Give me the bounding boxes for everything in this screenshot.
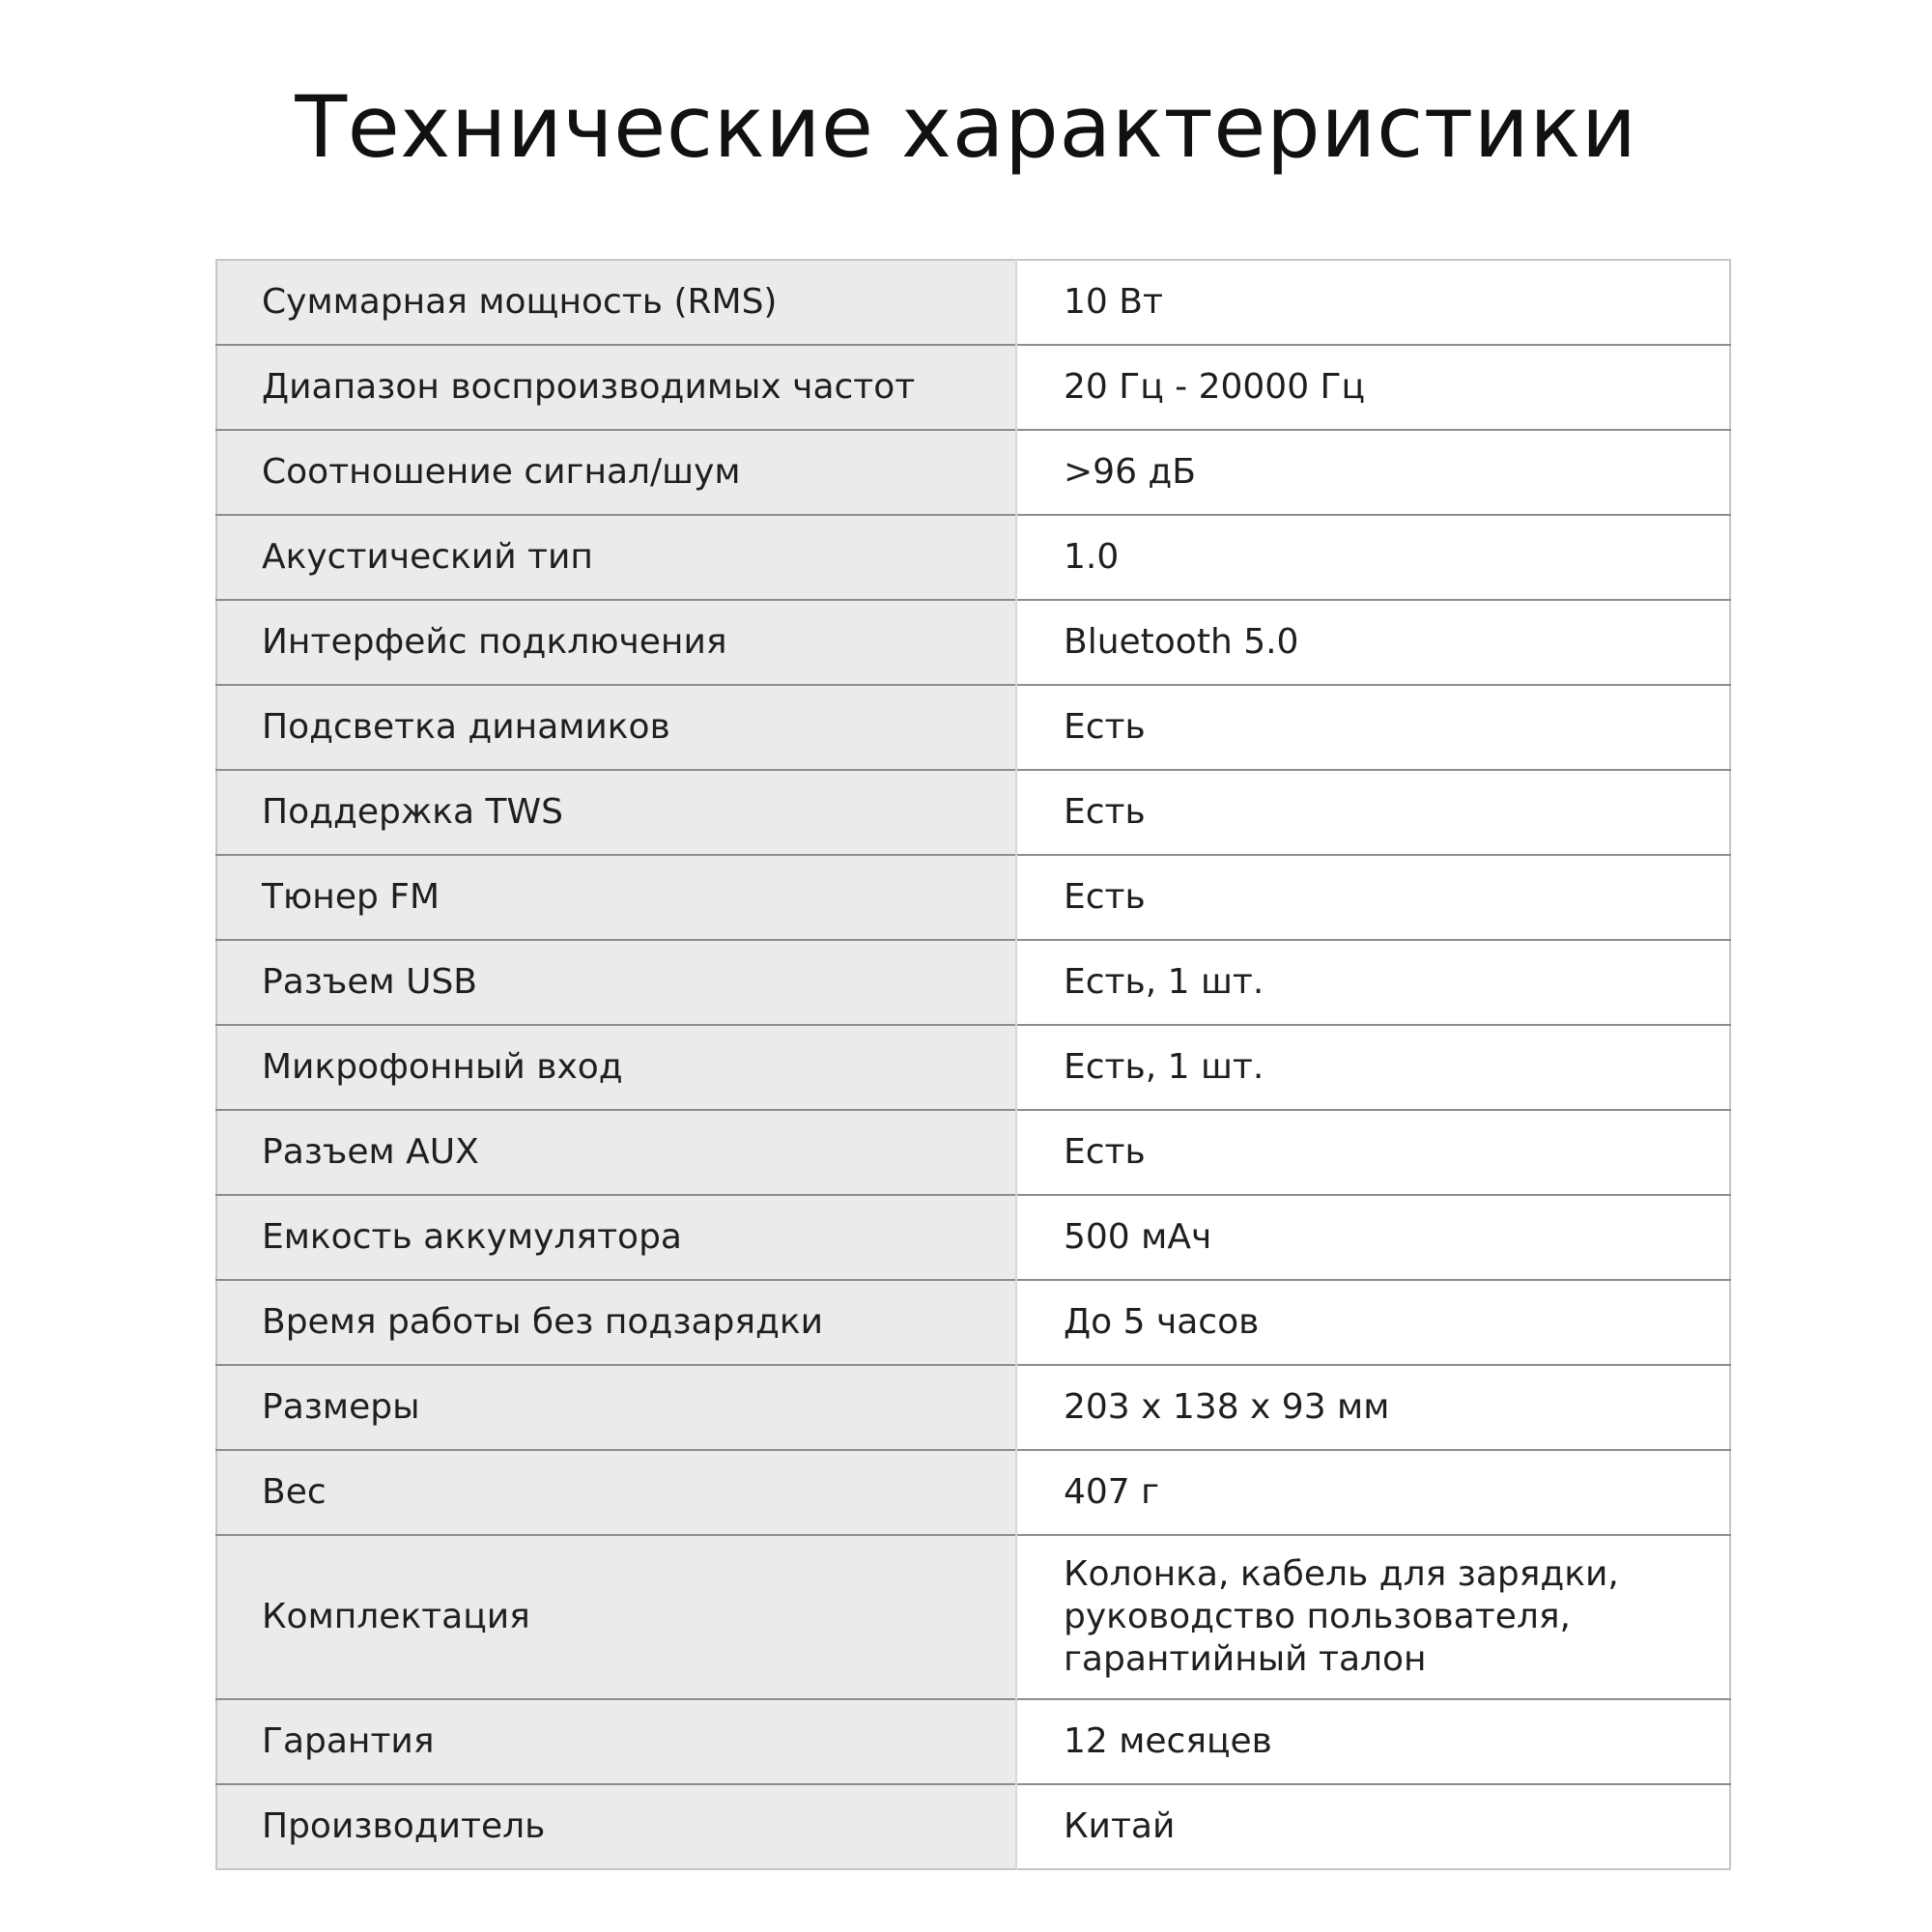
spec-value-line: руководство пользователя,	[1064, 1597, 1571, 1636]
spec-label: Размеры	[216, 1365, 1016, 1450]
spec-row-battery	[216, 1195, 1730, 1280]
spec-row-manufacturer	[216, 1784, 1730, 1869]
spec-value: Есть	[1016, 770, 1730, 855]
spec-value: Есть, 1 шт.	[1016, 940, 1730, 1025]
spec-label: Время работы без подзарядки	[216, 1280, 1016, 1365]
spec-row-backlight	[216, 685, 1730, 770]
spec-row-warranty	[216, 1699, 1730, 1784]
spec-value: Китай	[1016, 1784, 1730, 1869]
spec-label: Микрофонный вход	[216, 1025, 1016, 1110]
spec-label: Диапазон воспроизводимых частот	[216, 345, 1016, 430]
spec-label: Акустический тип	[216, 515, 1016, 600]
spec-value: Есть	[1016, 685, 1730, 770]
spec-row-aux	[216, 1110, 1730, 1195]
spec-label: Гарантия	[216, 1699, 1016, 1784]
spec-value-line: Колонка, кабель для зарядки,	[1064, 1554, 1619, 1594]
spec-label: Тюнер FM	[216, 855, 1016, 940]
spec-row-tws	[216, 770, 1730, 855]
spec-value: 1.0	[1016, 515, 1730, 600]
spec-value: 407 г	[1016, 1450, 1730, 1535]
spec-value: 20 Гц - 20000 Гц	[1016, 345, 1730, 430]
spec-label: Комплектация	[216, 1535, 1016, 1699]
spec-row-mic-input	[216, 1025, 1730, 1110]
spec-value: Bluetooth 5.0	[1016, 600, 1730, 685]
spec-label: Емкость аккумулятора	[216, 1195, 1016, 1280]
spec-row-runtime	[216, 1280, 1730, 1365]
spec-value: Есть	[1016, 1110, 1730, 1195]
spec-value: До 5 часов	[1016, 1280, 1730, 1365]
spec-label: Производитель	[216, 1784, 1016, 1869]
page-title: Технические характеристики	[295, 77, 1637, 177]
spec-row-snr	[216, 430, 1730, 515]
spec-value: >96 дБ	[1016, 430, 1730, 515]
spec-value: 203 x 138 x 93 мм	[1016, 1365, 1730, 1450]
spec-label: Разъем AUX	[216, 1110, 1016, 1195]
spec-row-interface	[216, 600, 1730, 685]
spec-label: Соотношение сигнал/шум	[216, 430, 1016, 515]
spec-label: Суммарная мощность (RMS)	[216, 260, 1016, 345]
spec-row-weight	[216, 1450, 1730, 1535]
spec-label: Интерфейс подключения	[216, 600, 1016, 685]
spec-value: 500 мАч	[1016, 1195, 1730, 1280]
spec-row-usb	[216, 940, 1730, 1025]
spec-row-package	[216, 1535, 1730, 1699]
spec-row-power	[216, 260, 1730, 345]
spec-label: Поддержка TWS	[216, 770, 1016, 855]
spec-label: Подсветка динамиков	[216, 685, 1016, 770]
spec-label: Разъем USB	[216, 940, 1016, 1025]
spec-value-line: гарантийный талон	[1064, 1639, 1427, 1679]
spec-value: Есть	[1016, 855, 1730, 940]
spec-row-dimensions	[216, 1365, 1730, 1450]
spec-value: 12 месяцев	[1016, 1699, 1730, 1784]
spec-value	[1016, 1535, 1730, 1699]
spec-value: Есть, 1 шт.	[1016, 1025, 1730, 1110]
spec-row-acoustic-type	[216, 515, 1730, 600]
spec-label: Вес	[216, 1450, 1016, 1535]
spec-row-frequency-range	[216, 345, 1730, 430]
spec-value: 10 Вт	[1016, 260, 1730, 345]
spec-row-fm-tuner	[216, 855, 1730, 940]
spec-table	[215, 259, 1731, 1870]
